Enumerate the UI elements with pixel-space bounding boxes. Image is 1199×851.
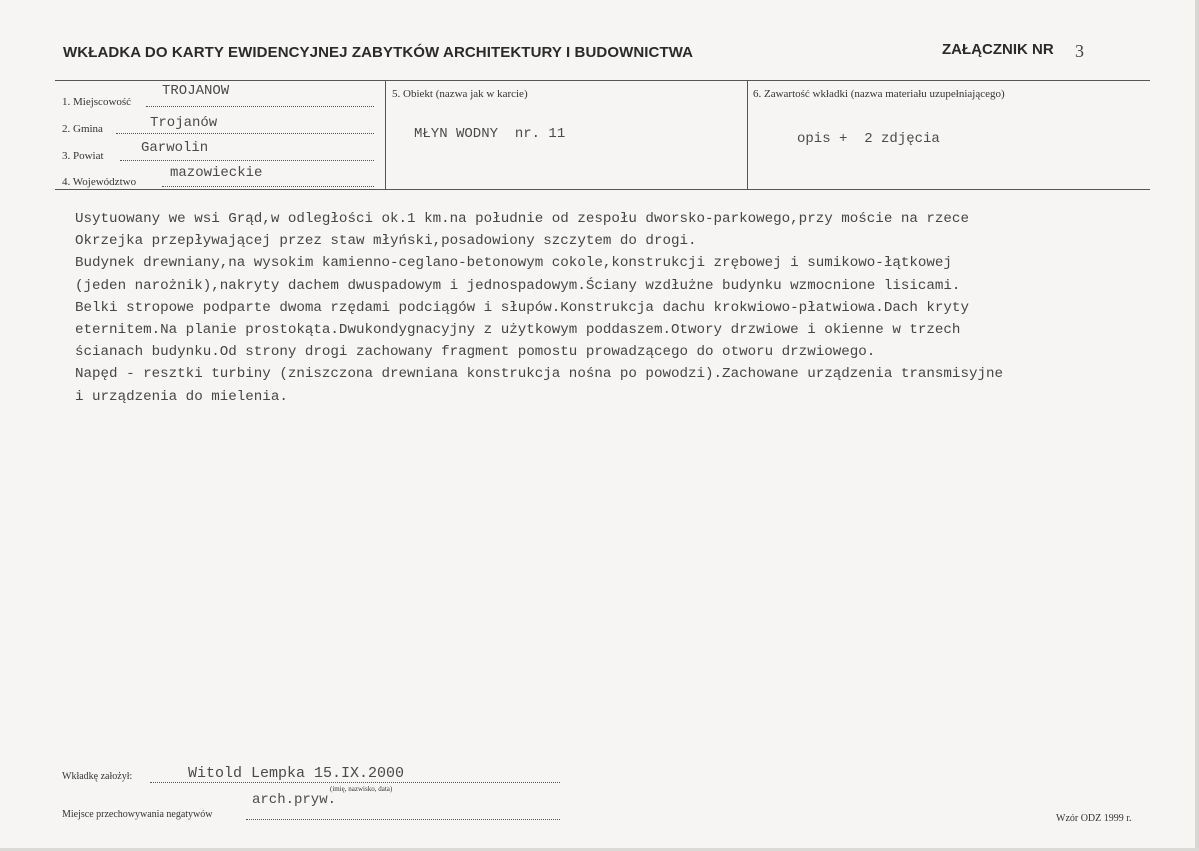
table-bottom-border: [55, 189, 1150, 190]
commune-label: 2. Gmina: [62, 123, 103, 135]
object-value: MŁYN WODNY nr. 11: [414, 126, 566, 142]
column-divider-2: [747, 80, 748, 190]
voivodeship-dotted-line: [162, 186, 374, 187]
voivodeship-label: 4. Województwo: [62, 176, 137, 188]
description-line: Budynek drewniany,na wysokim kamienno-ceglano-betonowym cokole,konstrukcji zrębowej i sumikowo-łątkowej: [75, 255, 952, 272]
annex-number: 3: [1075, 41, 1084, 61]
locality-label: 1. Miejscowość: [62, 96, 132, 108]
description-line: Napęd - resztki turbiny (zniszczona drewniana konstrukcja nośna po powodzi).Zachowane urządzenia transmisyjne: [75, 366, 1004, 383]
contents-label: 6. Zawartość wkładki (nazwa materiału uzupełniającego): [753, 88, 1005, 100]
annex-label: ZAŁĄCZNIK NR: [942, 41, 1054, 58]
card-edge-right: [1195, 0, 1199, 851]
locality-dotted-line: [146, 106, 374, 107]
negatives-location-label: Miejsce przechowywania negatywów: [62, 809, 213, 820]
description-line: (jeden narożnik),nakryty dachem dwuspadowym i jednospadowym.Ściany wzdłużne budynku wzmocnione lisicami.: [75, 277, 961, 294]
locality-value: TROJANOW: [162, 83, 230, 99]
prepared-by-value: Witold Lempka 15.IX.2000: [188, 765, 405, 782]
voivodeship-value: mazowieckie: [170, 165, 263, 181]
description-line: eternitem.Na planie prostokąta.Dwukondygnacyjny z użytkowym poddaszem.Otwory drzwiowe i okienne w trzech: [75, 322, 961, 339]
contents-value: opis + 2 zdjęcia: [797, 131, 940, 147]
column-divider-1: [385, 80, 386, 190]
object-label: 5. Obiekt (nazwa jak w karcie): [392, 88, 528, 100]
description-text: [75, 208, 1185, 408]
table-top-border: [55, 80, 1150, 81]
description-line: Okrzejka przepływającej przez staw młyński,posadowiony szczytem do drogi.: [75, 233, 697, 250]
description-line: ścianach budynku.Od strony drogi zachowany fragment pomostu prowadzącego do otworu drzwiowego.: [75, 344, 876, 361]
commune-value: Trojanów: [150, 115, 218, 131]
description-line: Usytuowany we wsi Grąd,w odległości ok.1 km.na południe od zespołu dworsko-parkowego,przy moście na rzece: [75, 211, 969, 227]
prepared-by-label: Wkładkę założył:: [62, 771, 133, 782]
description-line: Belki stropowe podparte dwoma rzędami podciągów i słupów.Konstrukcja dachu krokwiowo-płatwiowa.Dach kryty: [75, 299, 969, 316]
county-dotted-line: [120, 160, 374, 161]
description-line: i urządzenia do mielenia.: [75, 388, 288, 405]
commune-dotted-line: [116, 133, 374, 134]
county-label: 3. Powiat: [62, 150, 104, 162]
negatives-dotted-line: [246, 819, 560, 820]
prepared-by-dotted-line: [150, 782, 560, 783]
form-title: WKŁADKA DO KARTY EWIDENCYJNEJ ZABYTKÓW ARCHITEKTURY I BUDOWNICTWA: [63, 44, 694, 61]
form-model-note: Wzór ODZ 1999 r.: [1056, 813, 1132, 824]
prepared-by-hint: (imię, nazwisko, data): [330, 785, 393, 793]
county-value: Garwolin: [141, 140, 209, 156]
negatives-location-value: arch.pryw.: [252, 792, 337, 808]
